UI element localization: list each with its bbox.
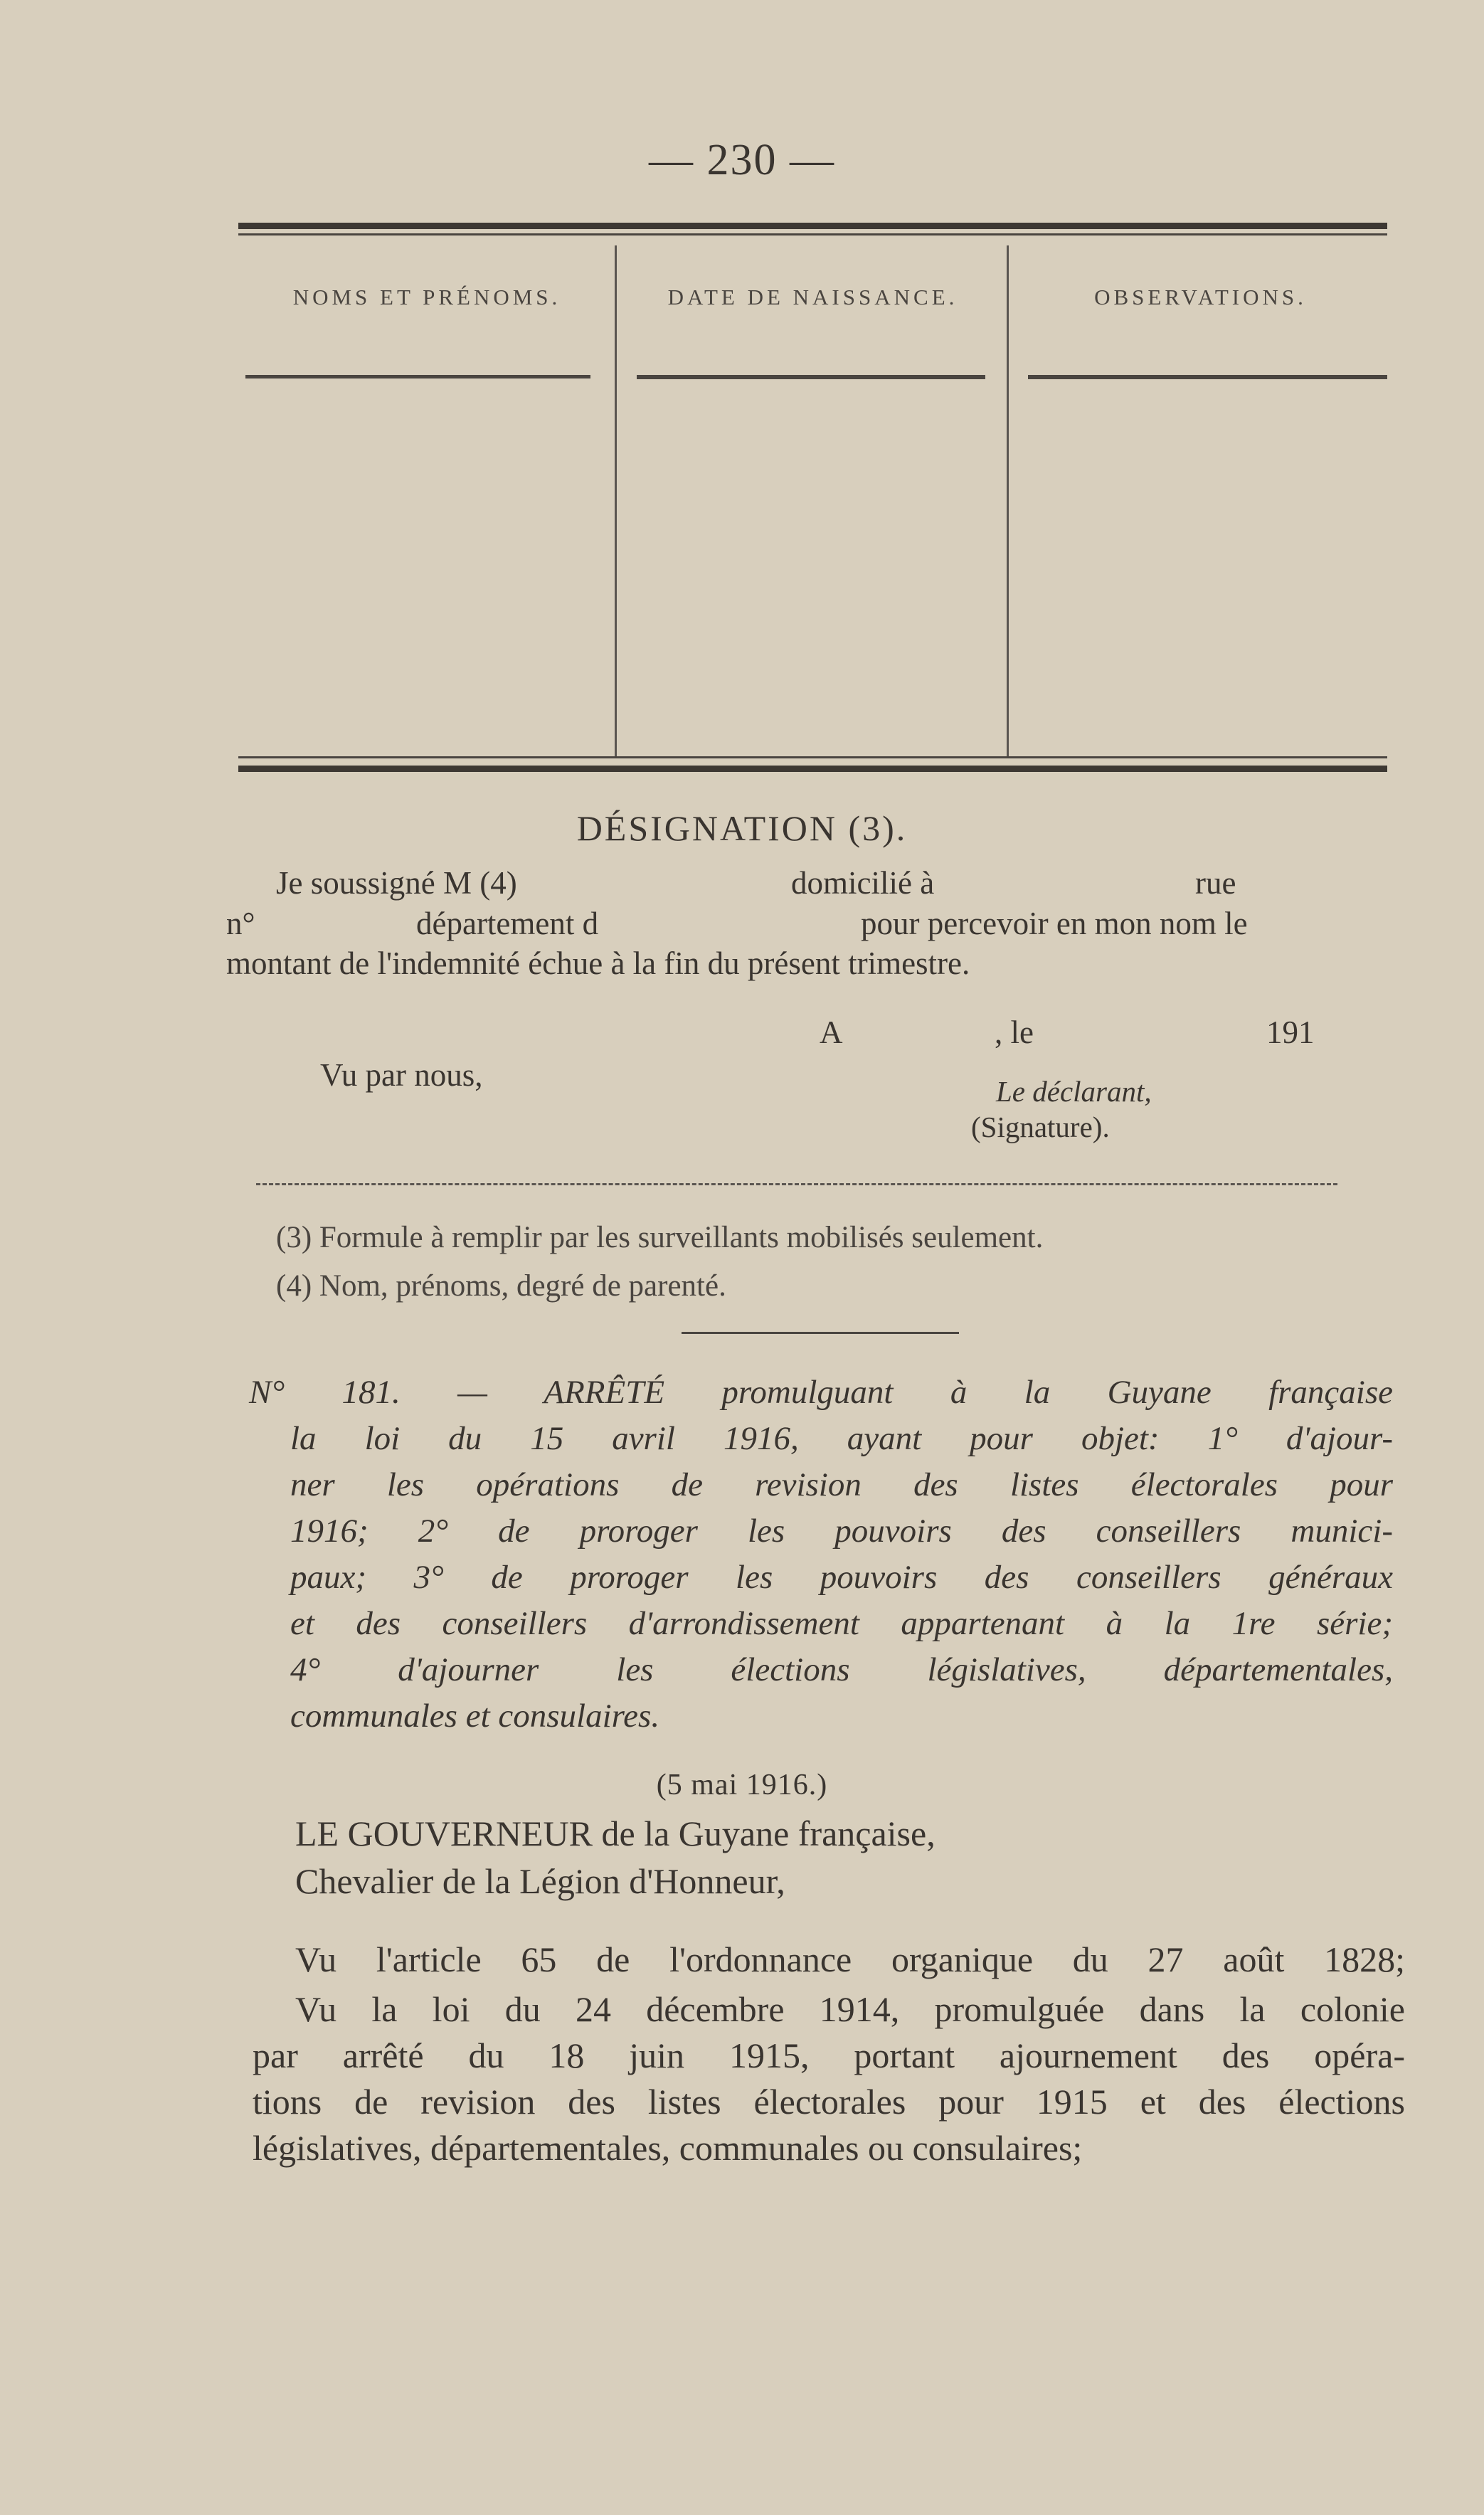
arrete-date: (5 mai 1916.) (656, 1769, 828, 1801)
table-column-divider (1007, 245, 1009, 758)
arrete-line-8: communales et consulaires. (290, 1698, 660, 1735)
column-header-date-naissance: DATE DE NAISSANCE. (667, 285, 958, 309)
footnote-3: (3) Formule à remplir par les surveillants mobilisés seulement. (276, 1221, 1044, 1254)
arrete-line-6: et des conseillers d'arrondissement appartenant à la 1re série; (290, 1605, 1393, 1642)
header-underline (245, 375, 590, 378)
table-bottom-rule-thin (238, 756, 1387, 758)
gouverneur-line: LE GOUVERNEUR de la Guyane française, (295, 1814, 936, 1853)
designation-line3: montant de l'indemnité échue à la fin du présent trimestre. (226, 946, 970, 981)
column-header-noms: NOMS ET PRÉNOMS. (292, 285, 561, 309)
designation-line1-b: domicilié à (791, 865, 935, 901)
vu-loi-line-1: Vu la loi du 24 décembre 1914, promulguée dans la colonie (295, 1989, 1405, 2029)
designation-line2-b: département d (416, 906, 599, 941)
signature-label: (Signature). (971, 1111, 1110, 1143)
designation-line2-a: n° (226, 906, 255, 941)
designation-line1-a: Je soussigné M (4) (276, 865, 517, 901)
vu-par-nous: Vu par nous, (320, 1057, 483, 1093)
arrete-line-3: ner les opérations de revision des listes électorales pour (290, 1466, 1393, 1503)
vu-loi-line-4: législatives, départementales, communales ou consulaires; (253, 2128, 1083, 2168)
arrete-line-2: la loi du 15 avril 1916, ayant pour objet: 1° d'ajour- (290, 1420, 1393, 1457)
footnote-4: (4) Nom, prénoms, degré de parenté. (276, 1269, 726, 1303)
table-column-divider (615, 245, 617, 758)
designation-line2-c: pour percevoir en mon nom le (861, 906, 1248, 941)
date-year: 191 (1266, 1015, 1315, 1050)
arrete-line-5: paux; 3° de proroger les pouvoirs des conseillers généraux (290, 1559, 1393, 1596)
short-separator (682, 1332, 959, 1334)
header-underline (1028, 375, 1387, 379)
table-top-rule-thin (238, 233, 1387, 235)
table-top-rule (238, 223, 1387, 229)
designation-title: DÉSIGNATION (3). (576, 808, 908, 848)
arrete-line-4: 1916; 2° de proroger les pouvoirs des conseillers munici- (290, 1513, 1393, 1550)
arrete-line-7: 4° d'ajourner les élections législatives, départementales, (290, 1651, 1393, 1688)
vu-loi-line-2: par arrêté du 18 juin 1915, portant ajournement des opéra- (253, 2035, 1405, 2075)
vu-loi-line-3: tions de revision des listes électorales pour 1915 et des élections (253, 2082, 1405, 2122)
arrete-line-1: N° 181. — ARRÊTÉ promulguant à la Guyane française (249, 1374, 1393, 1411)
date-le: , le (995, 1015, 1034, 1050)
designation-line1-c: rue (1195, 865, 1236, 901)
column-header-observations: OBSERVATIONS. (1094, 285, 1307, 309)
page-number: — 230 — (649, 136, 835, 184)
header-underline (637, 375, 985, 379)
declarant-label: Le déclarant, (996, 1075, 1152, 1108)
place-a: A (820, 1015, 843, 1050)
chevalier-line: Chevalier de la Légion d'Honneur, (295, 1861, 785, 1901)
vu-article-line: Vu l'article 65 de l'ordonnance organique du 27 août 1828; (295, 1939, 1405, 1979)
separator-rule (256, 1183, 1337, 1185)
table-bottom-rule (238, 766, 1387, 772)
